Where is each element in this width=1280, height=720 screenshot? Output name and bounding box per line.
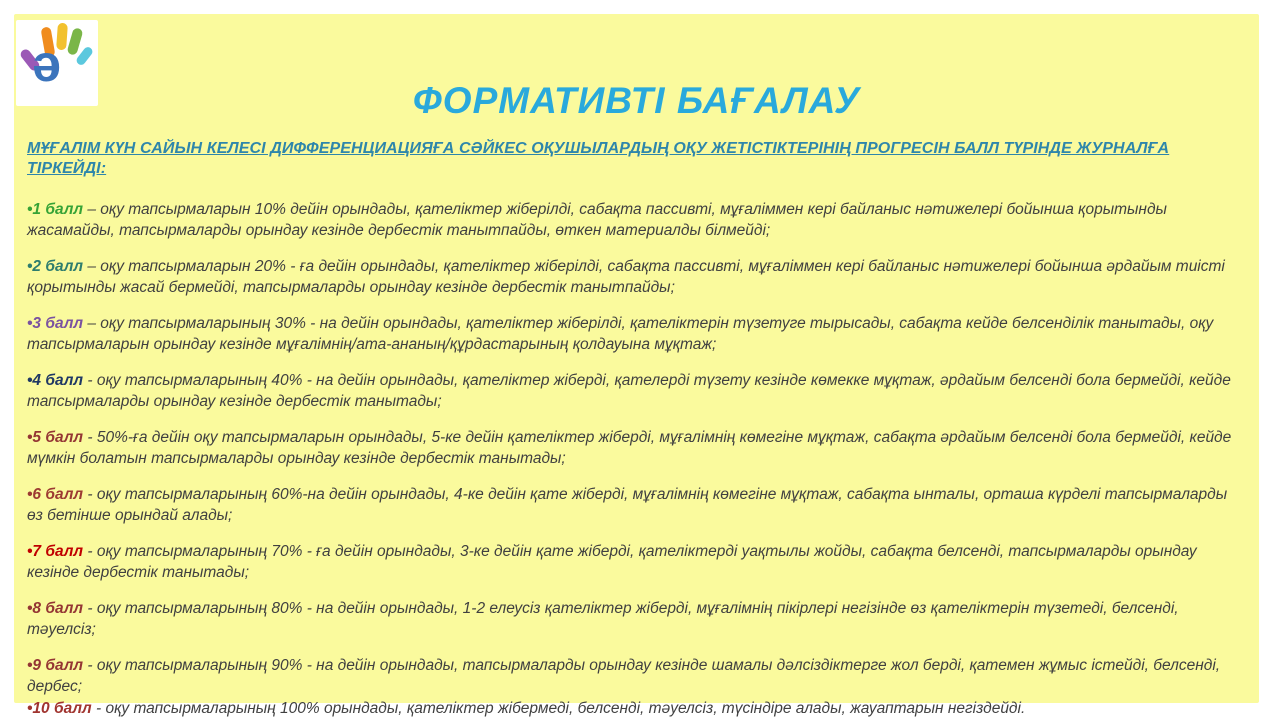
bullet-text: - оқу тапсырмаларының 90% - на дейін орындады, тапсырмаларды орындау кезінде шамалы дәлсіздіктерге жол берді, қатемен жұмыс істейді, белсенді, дербес; — [27, 657, 1221, 695]
bullet-score-label: •6 балл — [27, 486, 84, 503]
bullet-text: - 50%-ға дейін оқу тапсырмаларын орындады, 5-ке дейін қателіктер жіберді, мұғалімнің көмегіне мұқтаж, сабақта әрдайым белсенді бола бермейді, кейде мүмкін болатын тапсырмаларды орындау кезінде дербестік танытады; — [27, 429, 1232, 467]
bullet-item — [27, 699, 1237, 720]
bullet-text: - оқу тапсырмаларының 40% - на дейін орындады, қателіктер жіберді, қателерді түзету кезінде көмекке мұқтаж, әрдайым белсенді бола бермейді, кейде тапсырмаларды орындау кезінде дербестік танытады; — [27, 372, 1231, 410]
bullet-item — [27, 599, 1237, 640]
slide-content — [27, 139, 1237, 720]
bullet-text: - оқу тапсырмаларының 100% орындады, қателіктер жібермеді, белсенді, тәуелсіз, түсіндіре алады, жауаптарын негіздейді. — [95, 700, 1026, 717]
bullet-text: - оқу тапсырмаларының 60%-на дейін орындады, 4-ке дейін қате жіберді, мұғалімнің көмегіне мұқтаж, сабақта ынталы, орташа күрделі тапсырмаларды өз бетінше орындай алады; — [27, 486, 1228, 524]
bullet-item — [27, 257, 1237, 298]
page-title: ФОРМАТИВТІ БАҒАЛАУ — [412, 80, 861, 121]
bullet-score-label: •10 балл — [27, 700, 92, 717]
bullet-score-label: •1 балл — [27, 201, 84, 218]
bullet-item — [27, 200, 1237, 241]
bullet-score-label: •2 балл — [27, 258, 84, 275]
bullet-score-label: •7 балл — [27, 543, 84, 560]
bullet-score-label: •5 балл — [27, 429, 84, 446]
slide-background — [14, 14, 1259, 717]
bullet-list — [27, 200, 1237, 720]
bullet-item — [27, 485, 1237, 526]
bullet-score-label: •4 балл — [27, 372, 84, 389]
bullet-item — [27, 428, 1237, 469]
bullet-text: – оқу тапсырмаларын 20% - ға дейін орындады, қателіктер жіберілді, сабақта пассивті, мұғаліммен кері байланыс нәтижелері бойынша әрдайым тиісті қорытынды жасай бермейді, тапсырмаларды орындау кезінде дербестік танытпайды; — [27, 258, 1225, 296]
bullet-item — [27, 371, 1237, 412]
logo-letter: ә — [32, 35, 61, 93]
bullet-item — [27, 542, 1237, 583]
bullet-text: - оқу тапсырмаларының 80% - на дейін орындады, 1-2 елеусіз қателіктер жіберді, мұғалімнің пікірлері негізінде өз қателіктерін түзетеді, белсенді, тәуелсіз; — [27, 600, 1179, 638]
bullet-score-label: •3 балл — [27, 315, 84, 332]
bullet-text: - оқу тапсырмаларының 70% - ға дейін орындады, 3-ке дейін қате жіберді, қателіктерді уақтылы жойды, сабақта белсенді, тапсырмаларды орындау кезінде дербестік танытады; — [27, 543, 1197, 581]
section-heading: МҰҒАЛІМ КҮН САЙЫН КЕЛЕСІ ДИФФЕРЕНЦИАЦИЯҒА СӘЙКЕС ОҚУШЫЛАРДЫҢ ОҚУ ЖЕТІСТІКТЕРІНІҢ ПРОГРЕСІН БАЛЛ ТҮРІНДЕ ЖУРНАЛҒА ТІРКЕЙДІ: — [27, 140, 1170, 177]
bullet-text: – оқу тапсырмаларының 30% - на дейін орындады, қателіктер жіберілді, қателіктерін түзетуге тырысады, сабақта кейде белсенділік танытады, оқу тапсырмаларын орындау кезінде мұғалімнің/ата-ананың/құрдастарының қолдауына мұқтаж; — [27, 315, 1214, 353]
bullet-item — [27, 656, 1237, 697]
bullet-item — [27, 314, 1237, 355]
bullet-text: – оқу тапсырмаларын 10% дейін орындады, қателіктер жіберілді, сабақта пассивті, мұғаліммен кері байланыс нәтижелері бойынша қорытынды жасамайды, тапсырмаларды орындау кезінде дербестік танытпайды, өткен материалды білмейді; — [27, 201, 1167, 239]
bullet-score-label: •8 балл — [27, 600, 84, 617]
bullet-score-label: •9 балл — [27, 657, 84, 674]
